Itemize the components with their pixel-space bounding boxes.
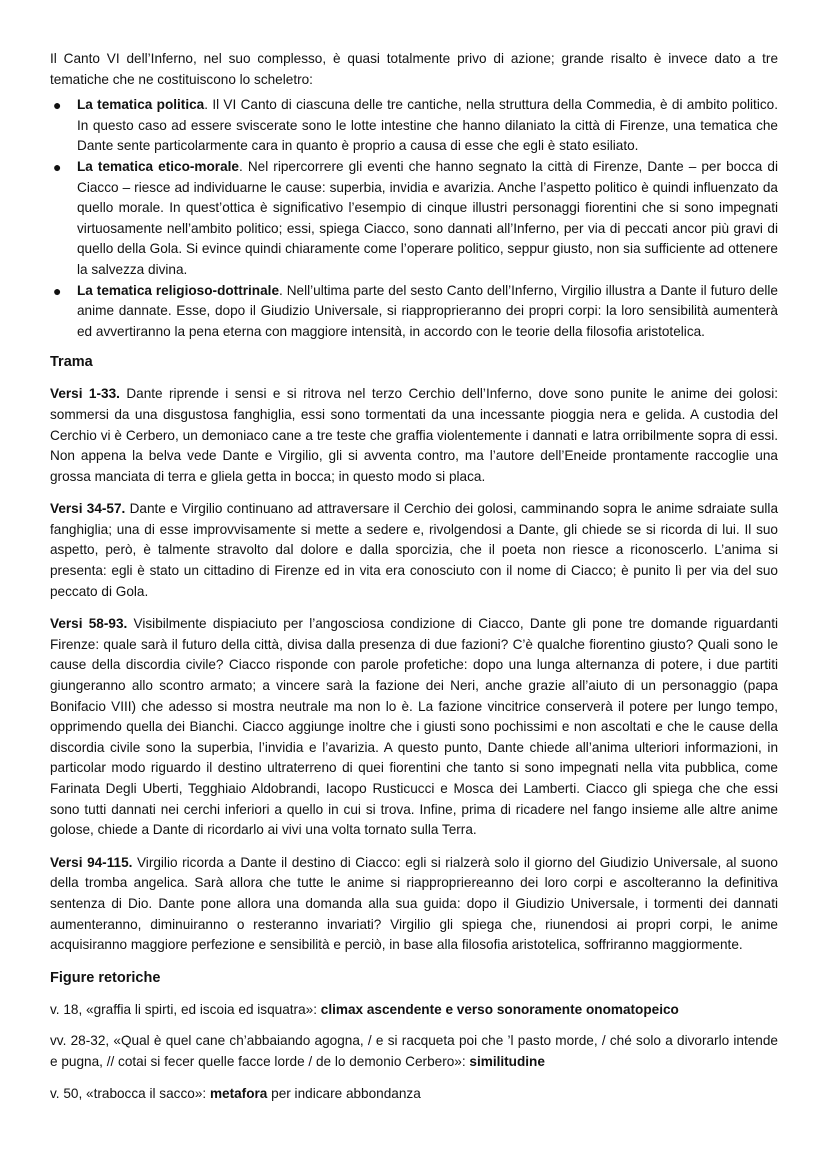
- themes-list: [50, 95, 778, 342]
- trama-paragraph: [50, 384, 778, 487]
- theme-title: La tematica etico-morale: [77, 158, 239, 174]
- figure-retoriche-heading: Figure retoriche: [50, 969, 161, 986]
- theme-item: [50, 157, 778, 281]
- intro-paragraph: Il Canto VI dell’Inferno, nel suo complesso, è quasi totalmente privo di azione; grande risalto è invece dato a tre tematiche che ne costituiscono lo scheletro:: [50, 51, 778, 87]
- figure-quote: v. 18, «graffia li spirti, ed iscoia ed isquatra»:: [50, 1001, 321, 1017]
- verse-range-label: Versi 94-115.: [50, 854, 133, 870]
- theme-item: [50, 281, 778, 343]
- theme-item: [50, 95, 778, 157]
- figure-item: [50, 1031, 778, 1072]
- figure-type: similitudine: [469, 1053, 545, 1069]
- figure-item: [50, 1084, 778, 1105]
- bullet-icon: ●: [53, 97, 62, 114]
- trama-text: Virgilio ricorda a Dante il destino di Ciacco: egli si rialzerà solo il giorno del Giudizio Universale, al suono della tromba angelica. Sarà allora che tutte le anime si riappropriereanno dei loro corpi e ascolteranno la definitiva sentenza di Dio. Dante pone allora una domanda alla sua guida: dopo il Giudizio Universale, i tormenti dei dannati aumenteranno, diminuiranno o resteranno invariati? Virgilio gli spiega che, riunendosi ai propri corpi, le anime acquisiranno maggiore perfezione e sensibilità e perciò, in base alla filosofia aristotelica, soffriranno maggiormente.: [50, 854, 778, 953]
- theme-text: . Il VI Canto di ciascuna delle tre cantiche, nella struttura della Commedia, è di ambito politico. In questo caso ad essere sviscerate sono le lotte intestine che hanno dilaniato la città di Firenze, una tematica che Dante sente particolarmente cara in quanto è proprio a causa di esse che egli è stato esiliato.: [77, 97, 778, 154]
- trama-paragraph: [50, 853, 778, 956]
- theme-text: . Nel ripercorrere gli eventi che hanno segnato la città di Firenze, Dante – per bocca di Ciacco – riesce ad individuarne le cause: superbia, invidia e avarizia. Anche l’aspetto politico è quindi influenzato da quello morale. In quest’ottica è significativo l’esempio di cinque illustri personaggi fiorentini che si sono impegnati virtuosamente nell’ambito politico; essi, spiega Ciacco, sono dannati all’Inferno, per via di peccati ancor più gravi di quello della Gola. Si evince quindi chiaramente come l’operare politico, seppur giusto, non sia sufficiente ad ottenere la salvezza divina.: [77, 158, 778, 277]
- trama-heading: Trama: [50, 354, 93, 371]
- verse-range-label: Versi 34-57.: [50, 501, 126, 517]
- figure-note: per indicare abbondanza: [267, 1085, 421, 1101]
- theme-title: La tematica politica: [77, 97, 205, 113]
- theme-title: La tematica religioso-dottrinale: [77, 282, 279, 298]
- figure-quote: v. 50, «trabocca il sacco»:: [50, 1085, 210, 1101]
- theme-text: . Nell’ultima parte del sesto Canto dell’Inferno, Virgilio illustra a Dante il futuro delle anime dannate. Esse, dopo il Giudizio Universale, si riapproprieranno dei propri corpi: la loro sensibilità aumenterà ed avvertiranno la pena eterna con maggiore intensità, in accordo con le teorie della filosofia aristotelica.: [77, 282, 778, 339]
- verse-range-label: Versi 58-93.: [50, 616, 128, 632]
- figure-item: [50, 1000, 778, 1021]
- figure-quote: vv. 28-32, «Qual è quel cane ch’abbaiando agogna, / e si racqueta poi che ’l pasto morde, / ché solo a divorarlo intende e pugna, // cotai si fecer quelle facce lorde / de lo demonio Cerbero»:: [50, 1033, 778, 1069]
- trama-paragraph: [50, 614, 778, 841]
- figure-type: climax ascendente e verso sonoramente onomatopeico: [320, 1001, 679, 1017]
- trama-text: Visibilmente dispiaciuto per l’angosciosa condizione di Ciacco, Dante gli pone tre domande riguardanti Firenze: quale sarà il futuro della città, divisa dalla presenza di due fazioni? C’è qualche fiorentino giusto? Quali sono le cause della discordia civile? Ciacco risponde con parole profetiche: dopo una lunga alternanza di potere, i due partiti giungeranno allo scontro armato; a vincere sarà la fazione dei Neri, anche grazie all’aiuto di un personaggio (papa Bonifacio VIII) che adesso si mostra neutrale ma non lo è. La fazione vincitrice conserverà il potere per lungo tempo, opprimendo quella dei Bianchi. Ciacco aggiunge inoltre che i giusti sono pochissimi e non ascoltati e che le cause della discordia civile sono la superbia, l’invidia e l’avarizia. A questo punto, Dante chiede all’anima ulteriori informazioni, in particolar modo riguardo il destino ultraterreno di quei fiorentini che tanto si sono impegnati nella vita pubblica, come Farinata Degli Uberti, Tegghiaio Aldobrandi, Iacopo Rusticucci e Mosca dei Lamberti. Ciacco gli spiega che che essi sono tutti dannati nei cerchi inferiori a quello in cui si trova. Infine, prima di ricadere nel fango insieme alle altre anime golose, chiede a Dante di ricordarlo ai vivi una volta tornato sulla Terra.: [50, 616, 778, 838]
- bullet-icon: ●: [53, 158, 62, 175]
- verse-range-label: Versi 1-33.: [50, 386, 120, 402]
- figure-type: metafora: [209, 1085, 268, 1101]
- trama-paragraph: [50, 499, 778, 602]
- trama-text: Dante riprende i sensi e si ritrova nel terzo Cerchio dell’Inferno, dove sono punite le anime dei golosi: sommersi da una disgustosa fanghiglia, essi sono tormentati da una incessante pioggia nera e gelida. A custodia del Cerchio vi è Cerbero, un demoniaco cane a tre teste che graffia violentemente i dannati e latra orribilmente sopra di essi. Non appena la belva vede Dante e Virgilio, gli si avventa contro, ma l’autore dell’Eneide prontamente raccoglie una grossa manciata di terra e gliela getta in bocca; in questo modo si placa.: [50, 386, 778, 484]
- bullet-icon: ●: [53, 282, 62, 299]
- trama-text: Dante e Virgilio continuano ad attraversare il Cerchio dei golosi, camminando sopra le anime sdraiate sulla fanghiglia; una di esse improvvisamente si mette a sedere e, rivolgendosi a Dante, gli chiede se si ricorda di lui. Il suo aspetto, però, è talmente stravolto dal dolore e dalla sporcizia, che il poeta non riesce a riconoscerlo. L’anima si presenta: egli è stato un cittadino di Firenze ed in vita era conosciuto con il nome di Ciacco; è punito lì per via del suo peccato di Gola.: [50, 501, 779, 599]
